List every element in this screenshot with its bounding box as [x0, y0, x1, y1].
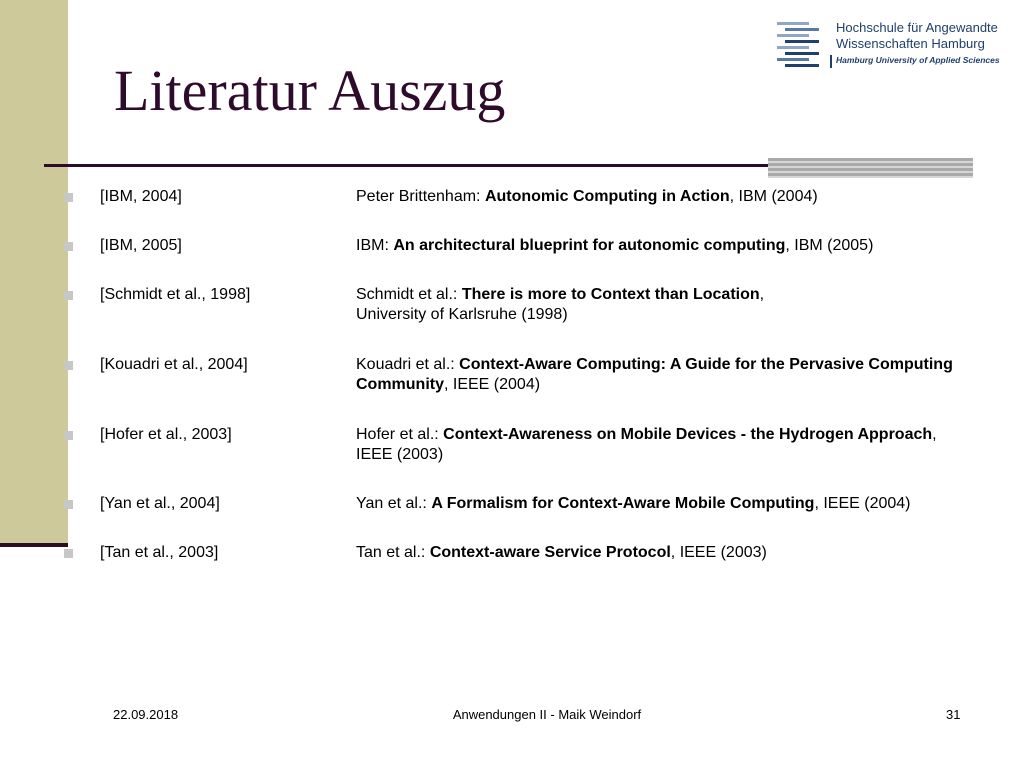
logo-line-2: Wissenschaften Hamburg — [836, 36, 985, 51]
bullet-icon — [64, 431, 73, 440]
logo-line-1: Hochschule für Angewandte — [836, 20, 998, 35]
bullet-icon — [64, 549, 73, 558]
reference-key: [Schmidt et al., 1998] — [100, 286, 251, 303]
reference-text: Kouadri et al.: Context-Aware Computing: A Guide for the Pervasive Computing Community, IEEE (2004) — [356, 356, 953, 393]
bullet-icon — [64, 291, 73, 300]
reference-key: [IBM, 2004] — [100, 188, 182, 205]
reference-key: [Yan et al., 2004] — [100, 495, 220, 512]
reference-key: [Kouadri et al., 2004] — [100, 356, 248, 373]
logo-line-3: Hamburg University of Applied Sciences — [836, 55, 1000, 65]
reference-key: [Hofer et al., 2003] — [100, 426, 232, 443]
reference-text: IBM: An architectural blueprint for autonomic computing, IBM (2005) — [356, 237, 874, 254]
bullet-icon — [64, 193, 73, 202]
footer-date: 22.09.2018 — [113, 707, 179, 722]
reference-text: Schmidt et al.: There is more to Context than Location, University of Karlsruhe (1998) — [356, 286, 765, 323]
footer-title: Anwendungen II - Maik Weindorf — [452, 707, 642, 722]
reference-key: [Tan et al., 2003] — [100, 544, 219, 561]
reference-text: Yan et al.: A Formalism for Context-Aware Mobile Computing, IEEE (2004) — [356, 495, 911, 512]
bullet-icon — [64, 242, 73, 251]
reference-text: Hofer et al.: Context-Awareness on Mobile Devices - the Hydrogen Approach, IEEE (2003) — [356, 426, 937, 463]
reference-key: [IBM, 2005] — [100, 237, 182, 254]
reference-text: Peter Brittenham: Autonomic Computing in Action, IBM (2004) — [356, 188, 818, 205]
reference-text: Tan et al.: Context-aware Service Protocol, IEEE (2003) — [356, 544, 767, 561]
slide-title: Literatur Auszug — [114, 58, 506, 123]
bullet-icon — [64, 361, 73, 370]
page-number: 31 — [946, 707, 961, 722]
bullet-icon — [64, 500, 73, 509]
